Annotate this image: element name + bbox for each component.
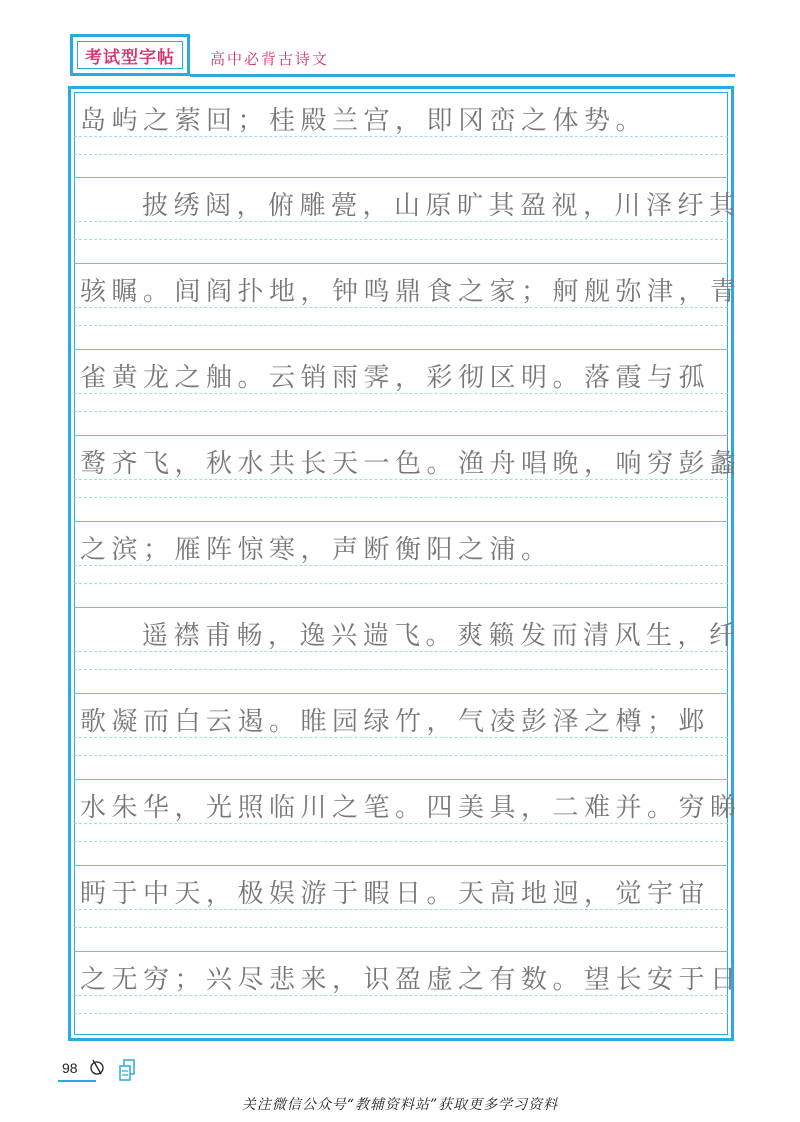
row-text: 水朱华，光照临川之笔。四美具，二难并。穷睇: [80, 793, 742, 823]
row-text: 之无穷；兴尽悲来，识盈虚之有数。望长安于日: [80, 965, 742, 995]
row-rule: [74, 693, 728, 694]
guide-line: [74, 411, 728, 412]
copybook-row: [74, 177, 741, 264]
guide-line: [74, 154, 728, 155]
row-rule: [74, 607, 728, 608]
row-text: 歌凝而白云遏。睢园绿竹，气凌彭泽之樽；邺: [80, 707, 711, 737]
guide-line: [74, 755, 728, 756]
guide-line: [74, 927, 728, 928]
page-number: 98: [62, 1060, 78, 1076]
book-icon: [118, 1058, 138, 1082]
row-rule: [74, 865, 728, 866]
footer-note: 关注微信公众号“教辅资料站”获取更多学习资料: [241, 1097, 559, 1113]
row-text: 眄于中天，极娱游于暇日。天高地迥，觉宇宙: [80, 879, 711, 909]
copybook-row: [74, 349, 728, 436]
copybook-row: [74, 263, 742, 350]
row-text: 遥襟甫畅，逸兴遄飞。爽籁发而清风生，纤: [142, 621, 741, 651]
copybook-row: [74, 951, 742, 1038]
guide-line: [74, 669, 728, 670]
row-rule: [74, 263, 728, 264]
guide-line: [74, 325, 728, 326]
copybook-row: [74, 521, 728, 608]
row-rule: [74, 435, 728, 436]
copybook-row: [74, 607, 741, 694]
row-text: 之滨；雁阵惊寒，声断衡阳之浦。: [80, 535, 553, 565]
row-rule: [74, 177, 728, 178]
row-rule: [74, 349, 728, 350]
header-rule: [190, 74, 735, 77]
copybook-row: [74, 693, 728, 780]
guide-line: [74, 1013, 728, 1014]
copybook-row: [74, 92, 728, 179]
pen-icon: [88, 1056, 106, 1078]
row-text: 岛屿之萦回；桂殿兰宫，即冈峦之体势。: [80, 106, 648, 136]
row-rule: [74, 951, 728, 952]
row-text: 骇瞩。闾阎扑地，钟鸣鼎食之家；舸舰弥津，青: [80, 277, 742, 307]
guide-line: [74, 841, 728, 842]
guide-line: [74, 583, 728, 584]
row-text: 披绣闼，俯雕甍，山原旷其盈视，川泽纡其: [142, 191, 741, 221]
copybook-row: [74, 779, 742, 866]
copybook-row: [74, 435, 742, 522]
copybook-row: [74, 865, 728, 952]
row-text: 鹜齐飞，秋水共长天一色。渔舟唱晚，响穷彭蠡: [80, 449, 742, 479]
header-tab: [70, 34, 190, 76]
page-number-underline: [58, 1080, 96, 1082]
guide-line: [74, 239, 728, 240]
header-tab-label: 考试型字帖: [77, 41, 183, 69]
row-rule: [74, 521, 728, 522]
row-text: 雀黄龙之舳。云销雨霁，彩彻区明。落霞与孤: [80, 363, 711, 393]
guide-line: [74, 497, 728, 498]
row-rule: [74, 779, 728, 780]
header-subtitle: 高中必背古诗文: [210, 50, 330, 68]
